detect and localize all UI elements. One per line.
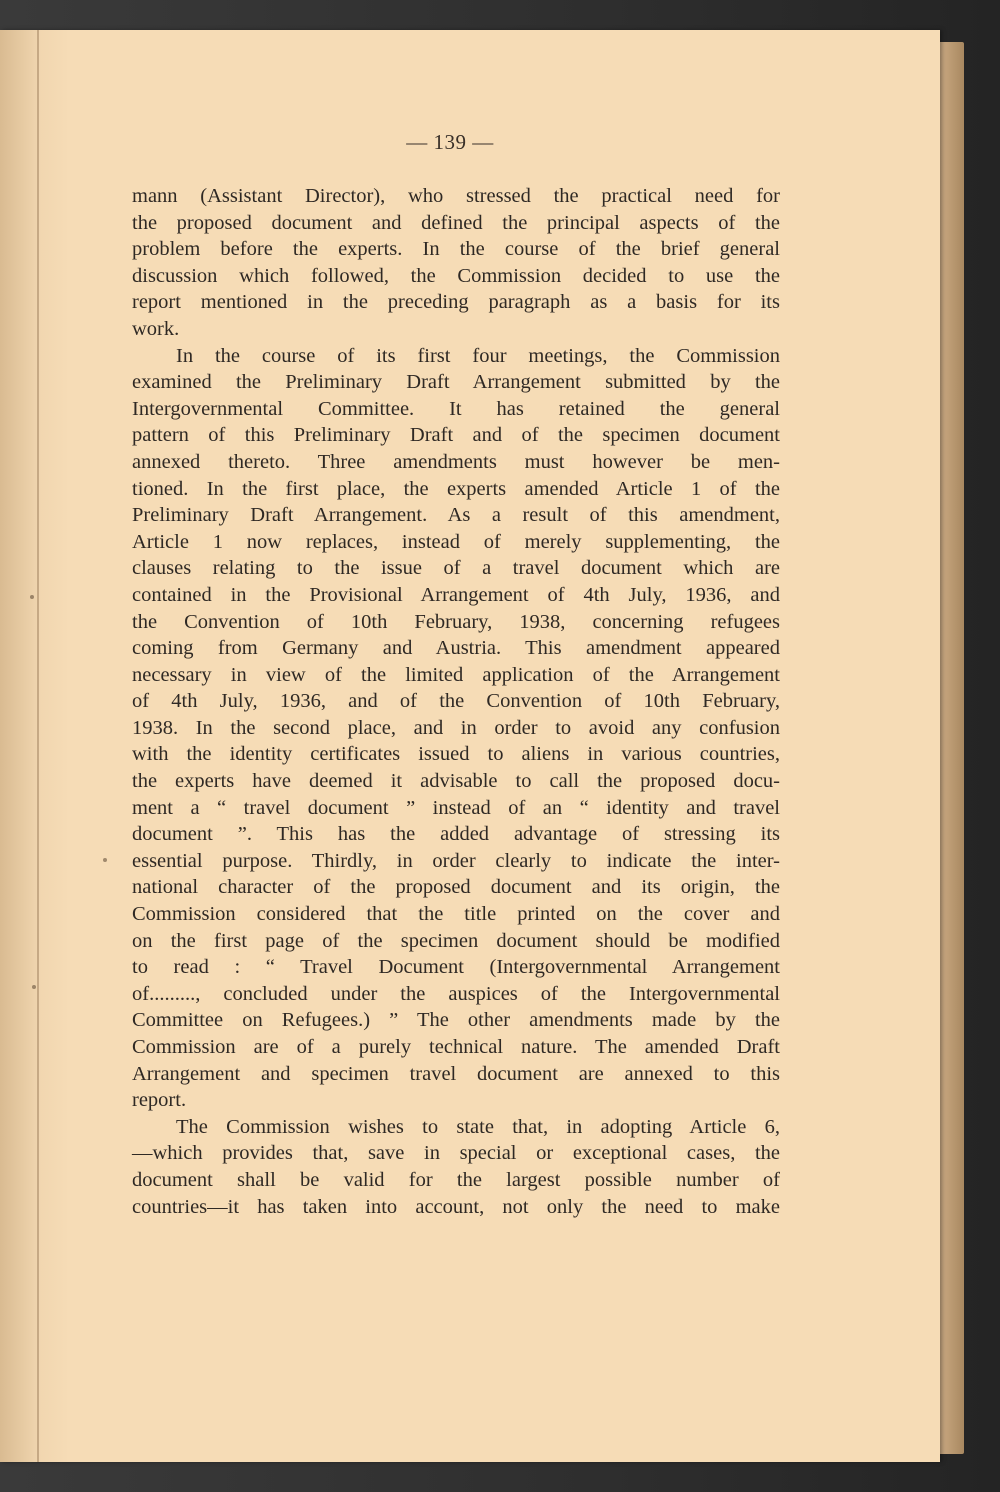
text-line: coming from Germany and Austria. This amendment appeared xyxy=(132,637,780,660)
page-number: — 139 — xyxy=(406,130,494,154)
text-line: clauses relating to the issue of a travel document which are xyxy=(132,557,780,580)
text-line: the Convention of 10th February, 1938, concerning refugees xyxy=(132,610,780,633)
text-line: contained in the Provisional Arrangement of 4th July, 1936, and xyxy=(132,583,780,606)
text-line: on the first page of the specimen document should be modified xyxy=(132,929,780,952)
text-line: national character of the proposed document and its origin, the xyxy=(132,876,780,899)
text-line: Arrangement and specimen travel document are annexed to this xyxy=(132,1062,780,1085)
text-line: —which provides that, save in special or exceptional cases, the xyxy=(132,1142,780,1165)
text-line: of 4th July, 1936, and of the Convention of 10th February, xyxy=(132,690,780,713)
text-line: countries—it has taken into account, not only the need to make xyxy=(132,1195,780,1218)
text-line: ment a “ travel document ” instead of an “ identity and travel xyxy=(132,796,780,819)
text-line: Intergovernmental Committee. It has retained the general xyxy=(132,397,780,420)
text-line: Preliminary Draft Arrangement. As a result of this amendment, xyxy=(132,504,780,527)
text-line: the experts have deemed it advisable to call the proposed docu- xyxy=(132,770,780,793)
paper-speck xyxy=(103,858,107,862)
book-gutter xyxy=(37,30,39,1462)
paper-speck xyxy=(32,985,36,989)
text-line: discussion which followed, the Commission decided to use the xyxy=(132,264,780,287)
text-line: Article 1 now replaces, instead of merely supplementing, the xyxy=(132,530,780,553)
text-line: document shall be valid for the largest possible number of xyxy=(132,1168,780,1191)
text-line: tioned. In the first place, the experts amended Article 1 of the xyxy=(132,477,780,500)
text-line: 1938. In the second place, and in order to avoid any confusion xyxy=(132,716,780,739)
text-line: Commission considered that the title printed on the cover and xyxy=(132,903,780,926)
text-line: pattern of this Preliminary Draft and of the specimen document xyxy=(132,424,780,447)
text-line: The Commission wishes to state that, in adopting Article 6, xyxy=(176,1115,780,1138)
text-line: of........., concluded under the auspices of the Intergovernmental xyxy=(132,982,780,1005)
text-line: Commission are of a purely technical nature. The amended Draft xyxy=(132,1036,780,1058)
text-line: Committee on Refugees.) ” The other amendments made by the xyxy=(132,1009,780,1032)
text-line: problem before the experts. In the course of the brief general xyxy=(132,238,780,261)
body-text xyxy=(132,183,780,1220)
text-line: annexed thereto. Three amendments must however be men- xyxy=(132,450,780,473)
text-line: work. xyxy=(132,317,180,340)
paper-speck xyxy=(30,595,34,599)
text-line: In the course of its first four meetings, the Commission xyxy=(176,344,780,367)
text-line: mann (Assistant Director), who stressed the practical need for xyxy=(132,185,780,207)
text-line: the proposed document and defined the principal aspects of the xyxy=(132,211,780,234)
text-line: necessary in view of the limited application of the Arrangement xyxy=(132,663,780,686)
text-line: to read : “ Travel Document (Intergovernmental Arrangement xyxy=(132,956,780,979)
text-line: report mentioned in the preceding paragraph as a basis for its xyxy=(132,291,780,314)
text-line: report. xyxy=(132,1089,187,1112)
text-line: document ”. This has the added advantage of stressing its xyxy=(132,823,780,846)
text-line: essential purpose. Thirdly, in order clearly to indicate the inter- xyxy=(132,849,780,872)
text-line: examined the Preliminary Draft Arrangement submitted by the xyxy=(132,371,780,394)
text-line: with the identity certificates issued to aliens in various countries, xyxy=(132,743,780,766)
